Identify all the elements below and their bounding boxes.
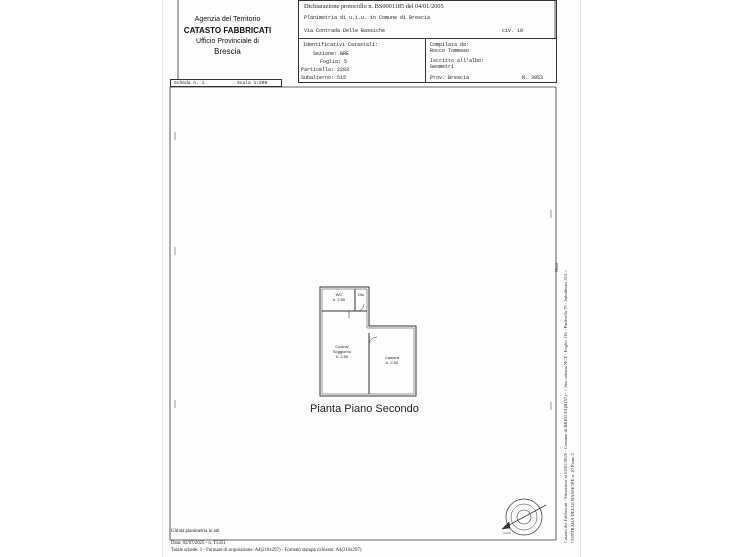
scheda-number: Scheda n. 1 [174, 81, 205, 86]
compiler-name: Rocco Tommaso [430, 48, 470, 54]
cadastral-section: Sezione: BRE [313, 51, 350, 57]
register-value: Geometri [430, 64, 455, 70]
room-dis-label: Dis [358, 292, 364, 297]
room-kitchen-label [324, 344, 360, 359]
cadastral-sheet [163, 0, 580, 557]
register-label: Iscritto all'albo: [430, 58, 485, 64]
room-bedroom-label [373, 355, 411, 365]
civic-number: civ. 10 [502, 28, 524, 34]
agency-office: Ufficio Provinciale di [196, 38, 259, 45]
cadastral-sub: Subalterno: 515 [301, 75, 347, 81]
room-kitchen-name-1: Cucina/ [335, 344, 349, 349]
agency-catasto: CATASTO FABBRICATI [183, 26, 272, 35]
agency-city: Brescia [214, 47, 241, 56]
floor-caption: Pianta Piano Secondo [310, 403, 419, 415]
plan-title: Planimetria di u.i.u. in Comune di Brescia [304, 15, 431, 21]
scheda-scale: Scala 1:200 [237, 81, 268, 86]
side-text-situazione: Catasto dei Fabbricati - Situazione al 02/07/2025 - Comune di BRESCIA(B157) - < Sez. urbana NCT - Foglio 116 - Particella 79 - Subalterno 515 > [563, 269, 568, 543]
cadastral-sheet-number: Foglio: 5 [320, 59, 348, 65]
province: Prov. Brescia [430, 75, 470, 81]
floor-plan [320, 287, 416, 396]
agency-name: Agenzia del Territorio [194, 16, 261, 23]
room-kitchen-height: h. 2.50 [335, 354, 349, 359]
north-arrow [502, 499, 546, 535]
footer-last-plan: Ultima planimetria in atti [171, 529, 220, 534]
cadastral-parcel: Particella: 2283 [301, 67, 350, 73]
address: Via Contrada Delle Bassiche [304, 28, 386, 34]
room-wc-name: WC [335, 292, 343, 297]
compiler-label: Compilata da: [430, 42, 470, 48]
drawing-frame [163, 0, 580, 557]
north-side-label: Nord [554, 262, 559, 272]
footer-total-line: Totale schede: 1 - Formato di acquisizione: A4(210x297) - Formato stampa richiesto: A4(210x297) [171, 548, 362, 553]
register-number: N. 3953 [522, 75, 544, 81]
room-bedroom-name: Camera [384, 355, 400, 360]
side-text-address: CONTRADA DELLE BASSICHE n. 10 Piano 2 [570, 453, 575, 543]
room-kitchen-name-2: Soggiorno [332, 349, 352, 354]
protocol-line: Dichiarazione protocollo n. BS0001185 del 04/01/2005 [304, 3, 444, 10]
footer-date-line: Data: 02/07/2025 - n. T5351 [171, 541, 226, 546]
room-wc-height: h. 2.50 [332, 297, 346, 302]
room-bedroom-height: h. 2.50 [385, 360, 399, 365]
cadastral-title: Identificativi Catastali: [303, 42, 379, 48]
room-wc-label [326, 292, 352, 302]
